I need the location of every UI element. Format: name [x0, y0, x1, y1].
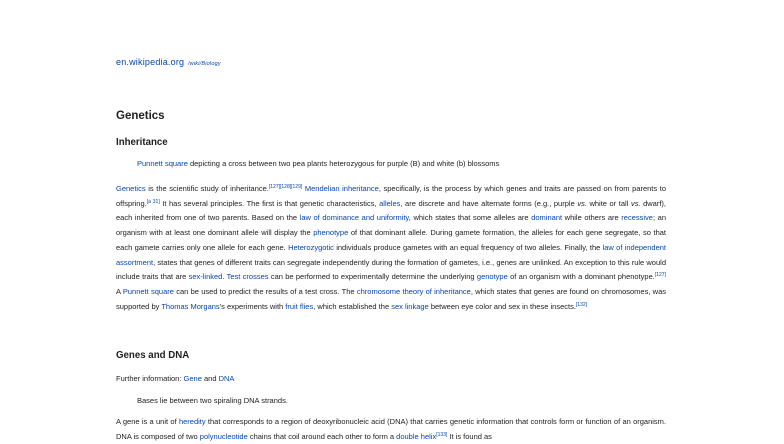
- text: between eye color and sex in these insects.: [428, 301, 576, 311]
- link-fruit-flies[interactable]: fruit flies: [285, 301, 314, 311]
- punnett-square-link[interactable]: Punnett square: [137, 159, 188, 168]
- link-heredity[interactable]: heredity: [178, 417, 206, 426]
- text: can be performed to experimentally determine the underlying: [268, 272, 477, 282]
- text: of an organism with a dominant phenotype.: [507, 272, 655, 282]
- ref-133[interactable]: [133]: [436, 431, 448, 438]
- text: dwarf), each inherited from one of two parents. Based on the: [116, 198, 667, 223]
- text: , which states that some alleles are: [408, 213, 532, 223]
- text: A: [116, 286, 123, 296]
- text: of that dominant allele. During gamete formation, the alleles for each gene segregate, so that each gamete carries only one allele for each gene.: [116, 228, 666, 252]
- link-sex-linkage[interactable]: sex linkage: [391, 301, 429, 311]
- text: , are discrete and have alternate forms (e.g., purple: [400, 198, 578, 208]
- link-punnett-square[interactable]: Punnett square: [122, 286, 174, 296]
- link-mendelian-inheritance[interactable]: Mendelian inheritance: [304, 184, 379, 193]
- site-link[interactable]: en.wikipedia.org: [116, 57, 185, 67]
- punnett-caption: [137, 159, 499, 168]
- breadcrumb: [116, 57, 221, 67]
- text: chains that coil around each other to form a: [247, 431, 397, 441]
- text: that corresponds to a region of deoxyribonucleic acid (DNA) that carries genetic information that controls form or function of an organism. DNA is composed of two: [116, 417, 666, 441]
- text-vs: vs.: [577, 198, 587, 208]
- ref-a31[interactable]: [a 31]: [146, 198, 160, 205]
- link-gene[interactable]: Gene: [183, 374, 202, 383]
- breadcrumb-path[interactable]: /wiki/Biology: [187, 61, 221, 67]
- link-alleles[interactable]: alleles: [379, 198, 401, 208]
- link-recessive[interactable]: recessive: [621, 213, 653, 223]
- text: , states that genes of different traits can segregate independently during the formation of gametes, i.e., genes are unlinked. An exception to this rule would include traits that are: [116, 257, 666, 282]
- text: ; an organism with at least one dominant allele will display the: [116, 213, 666, 238]
- link-chromosome-theory[interactable]: chromosome theory of inheritance: [356, 286, 471, 296]
- genes-paragraph: [116, 415, 666, 444]
- link-genotype[interactable]: genotype: [476, 272, 508, 282]
- link-phenotype[interactable]: phenotype: [313, 228, 349, 238]
- link-double-helix[interactable]: double helix: [396, 431, 437, 441]
- link-polynucleotide[interactable]: polynucleotide: [199, 431, 248, 441]
- text: can be used to predict the results of a test cross. The: [173, 286, 357, 296]
- dna-caption: Bases lie between two spiraling DNA strands.: [137, 396, 288, 405]
- caption-text: depicting a cross between two pea plants heterozygous for purple (B) and white (b) blossoms: [187, 159, 500, 168]
- ref-127-129[interactable]: [127][128][129]: [268, 184, 303, 190]
- text: , specifically, is the process by which genes and traits are passed on from parents to offspring.: [116, 184, 666, 208]
- text: A gene is a unit of: [116, 417, 179, 426]
- link-genetics[interactable]: Genetics: [116, 184, 146, 193]
- link-dominant[interactable]: dominant: [531, 213, 563, 223]
- link-thomas-morgan[interactable]: Thomas Morgans: [161, 301, 220, 311]
- link-law-independent-assortment[interactable]: law of independent assortment: [116, 242, 666, 267]
- link-test-crosses[interactable]: Test crosses: [226, 272, 269, 282]
- text: It is found as: [447, 431, 492, 441]
- text: individuals produce gametes with an equal frequency of two alleles. Finally, the: [333, 242, 603, 252]
- text: 's experiments with: [219, 301, 286, 311]
- text: It has several principles. The first is that genetic characteristics,: [159, 198, 380, 208]
- page-section-title: Genetics: [116, 110, 165, 122]
- ref-132[interactable]: [132]: [575, 301, 588, 308]
- text-vs: vs.: [630, 198, 641, 208]
- text: , which states that genes are found on chromosomes, was supported by: [116, 286, 667, 311]
- text: , which established the: [313, 301, 392, 311]
- text: .: [222, 272, 227, 282]
- link-sex-linked[interactable]: sex-linked: [188, 272, 223, 282]
- text: white or tall: [586, 198, 631, 208]
- inheritance-heading: Inheritance: [116, 137, 168, 148]
- link-heterozygotic[interactable]: Heterozygotic: [288, 242, 334, 252]
- genes-dna-heading: Genes and DNA: [116, 350, 190, 361]
- link-law-of-dominance[interactable]: law of dominance and uniformity: [299, 213, 409, 223]
- further-information: [116, 374, 234, 383]
- ref-127[interactable]: [127]: [654, 272, 666, 279]
- further-prefix: Further information:: [116, 374, 184, 383]
- link-dna[interactable]: DNA: [218, 374, 235, 383]
- text: is the scientific study of inheritance.: [145, 184, 269, 193]
- further-and: and: [201, 374, 219, 383]
- text: while others are: [562, 213, 622, 223]
- inheritance-paragraph: [116, 182, 666, 314]
